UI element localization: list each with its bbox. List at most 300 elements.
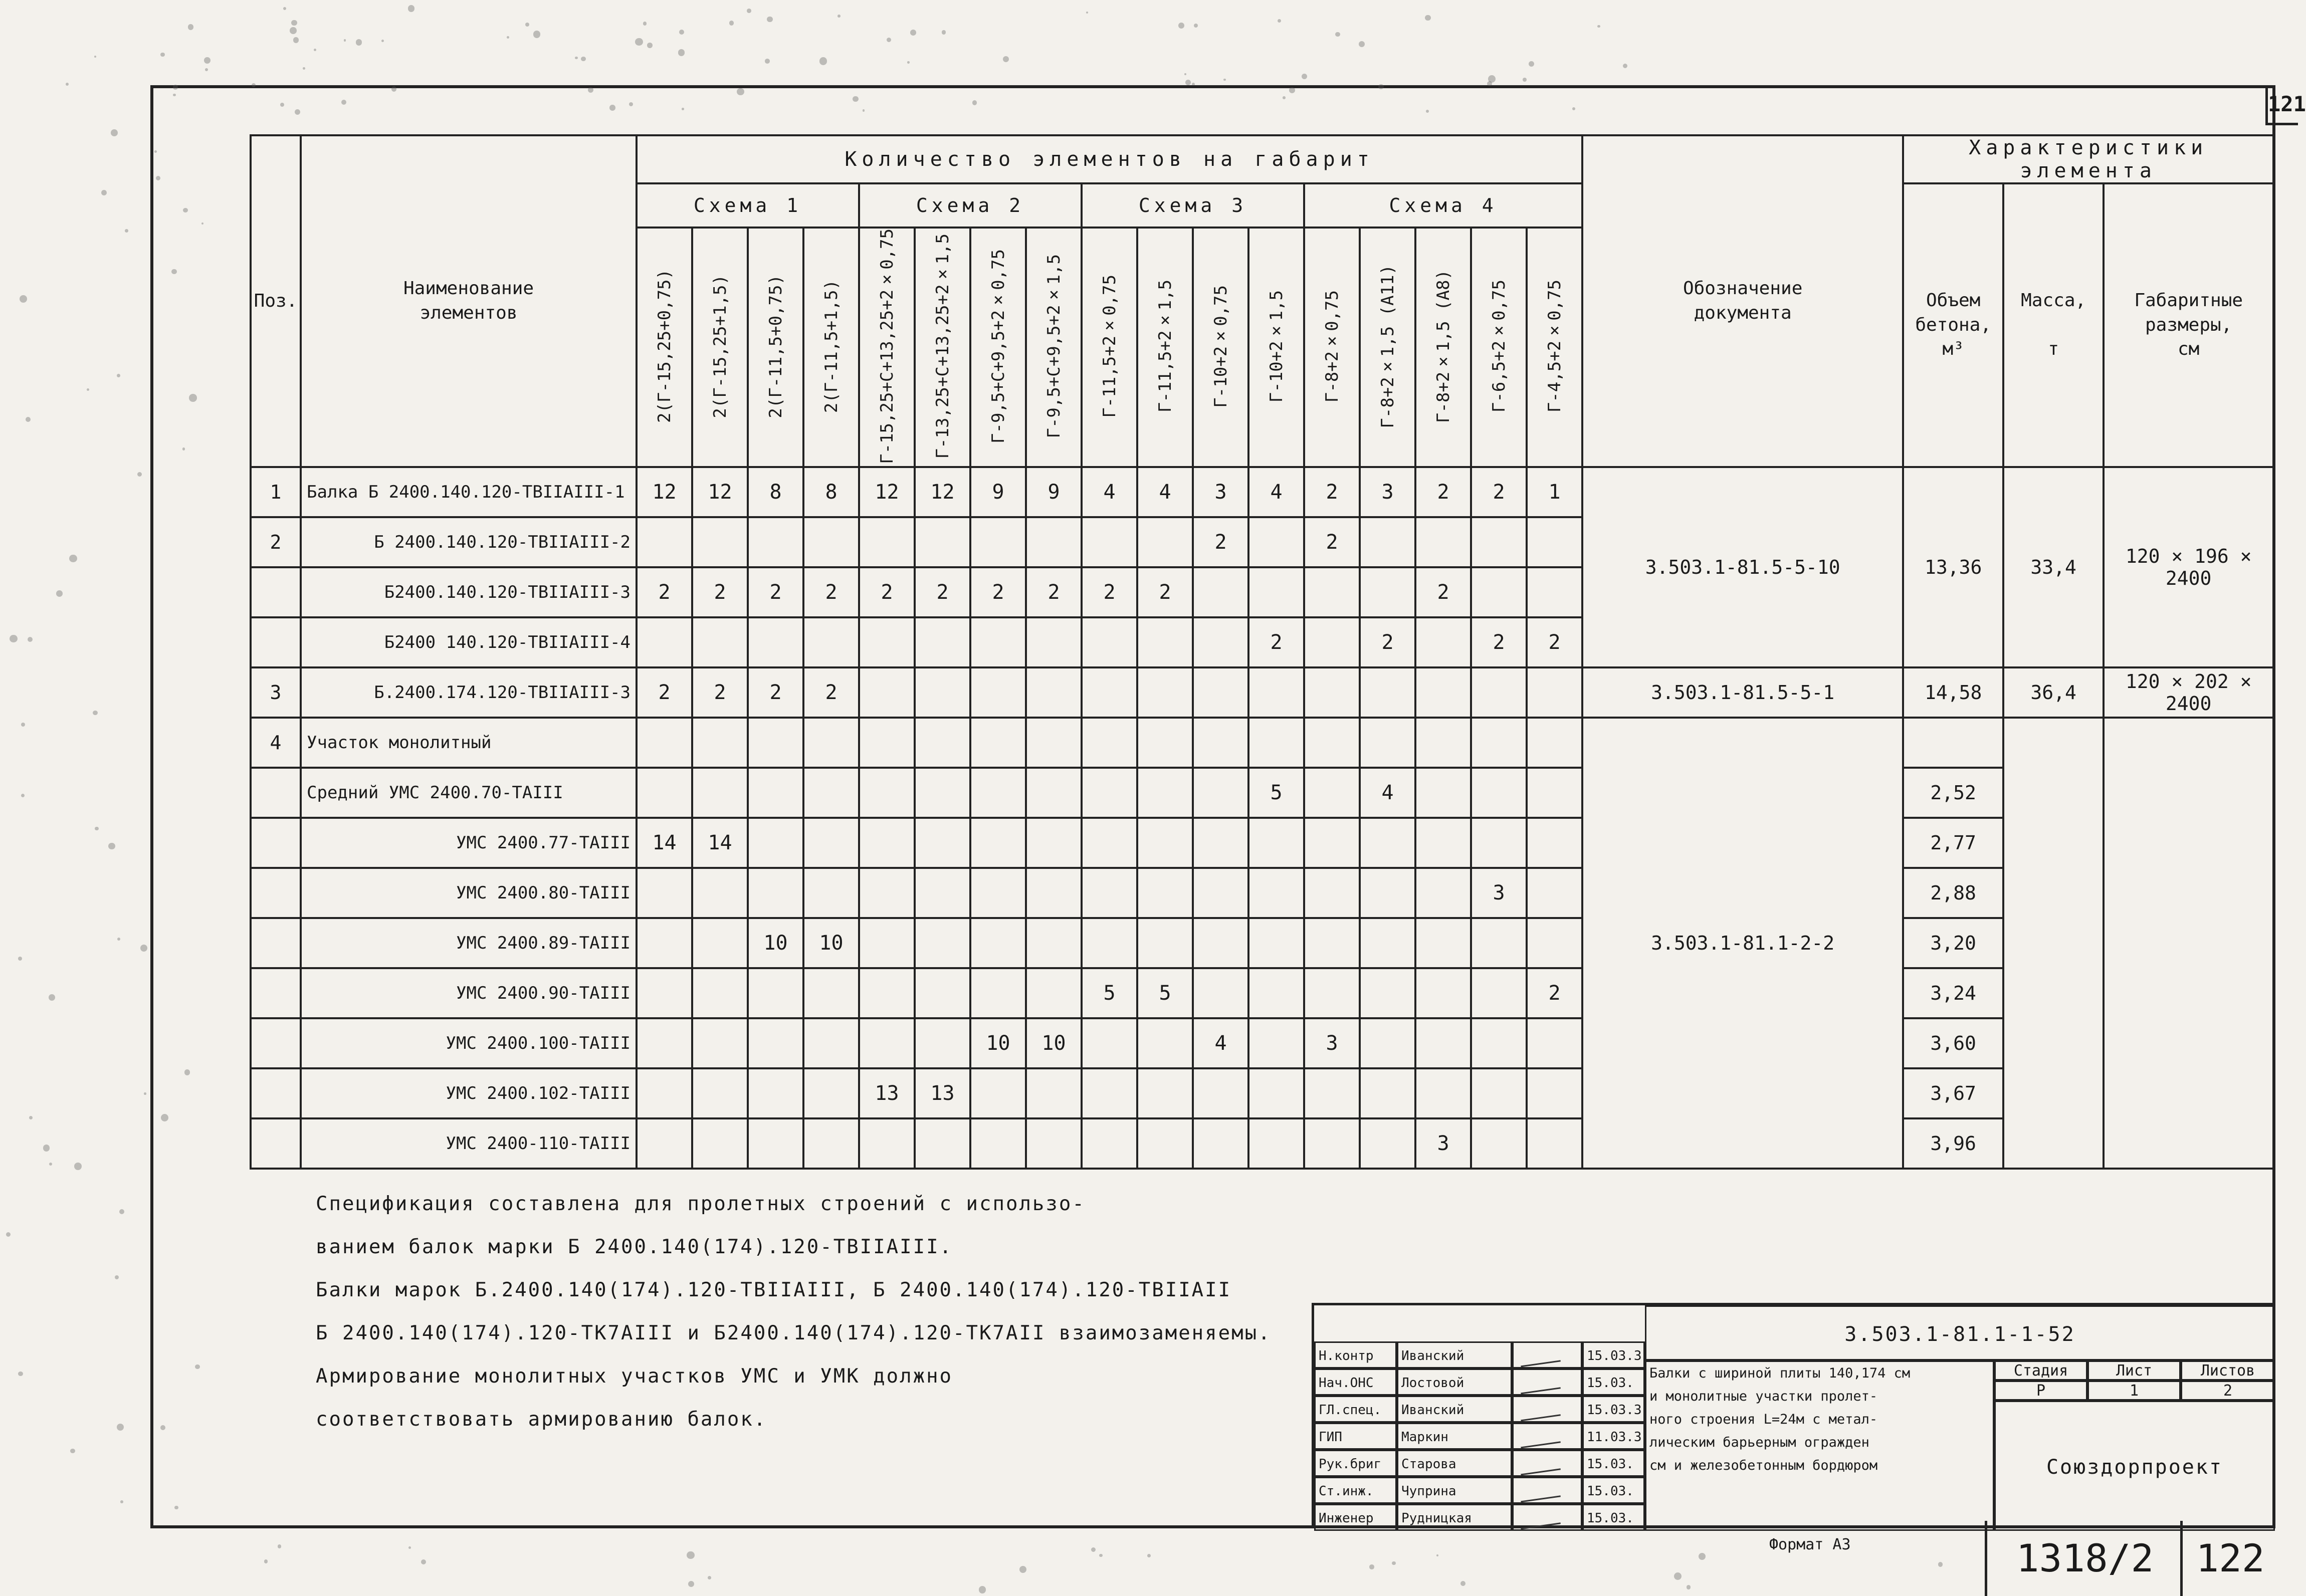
drawing-number-block bbox=[1985, 1521, 2275, 1596]
quantity-cell bbox=[1026, 868, 1082, 918]
quantity-cell bbox=[970, 1118, 1026, 1169]
noise-speck bbox=[291, 20, 297, 26]
noise-speck bbox=[28, 637, 33, 642]
title-sheet: 1 bbox=[2087, 1381, 2181, 1401]
notes bbox=[316, 1183, 1293, 1441]
noise-speck bbox=[70, 1449, 75, 1453]
quantity-cell bbox=[859, 918, 915, 968]
quantity-cell: 2 bbox=[1527, 968, 1582, 1018]
signer-name: Старова bbox=[1397, 1450, 1512, 1477]
header-scheme-4: Схема 4 bbox=[1304, 183, 1582, 227]
title-sheet-label: Лист bbox=[2087, 1360, 2181, 1381]
quantity-cell bbox=[803, 1068, 859, 1118]
quantity-cell bbox=[1248, 868, 1304, 918]
quantity-cell: 3 bbox=[1471, 868, 1527, 918]
noise-speck bbox=[18, 1372, 23, 1376]
quantity-cell bbox=[1471, 1018, 1527, 1068]
noise-speck bbox=[1184, 73, 1187, 76]
quantity-cell bbox=[1026, 1068, 1082, 1118]
noise-speck bbox=[679, 30, 684, 35]
quantity-cell bbox=[1248, 667, 1304, 718]
quantity-cell: 4 bbox=[1137, 467, 1193, 517]
noise-speck bbox=[20, 295, 27, 303]
noise-speck bbox=[49, 994, 55, 1001]
quantity-cell: 4 bbox=[1082, 467, 1137, 517]
quantity-cell bbox=[859, 1118, 915, 1169]
quantity-cell: 2 bbox=[859, 567, 915, 617]
note-line: соответствовать армированию балок. bbox=[316, 1408, 767, 1431]
quantity-cell bbox=[1193, 1118, 1248, 1169]
header-gabarit: 2(Г-15,25+1,5) bbox=[692, 227, 748, 467]
noise-speck bbox=[408, 5, 414, 12]
noise-speck bbox=[120, 1500, 123, 1503]
quantity-cell bbox=[748, 517, 803, 567]
noise-speck bbox=[1425, 15, 1431, 21]
quantity-cell bbox=[637, 1068, 692, 1118]
quantity-cell: 2 bbox=[1137, 567, 1193, 617]
quantity-cell bbox=[692, 718, 748, 768]
quantity-cell: 2 bbox=[803, 567, 859, 617]
quantity-cell: 2 bbox=[1304, 517, 1360, 567]
noise-speck bbox=[525, 23, 529, 27]
header-gabarit: Г-8+2×0,75 bbox=[1304, 227, 1360, 467]
quantity-cell bbox=[748, 1068, 803, 1118]
sign-date: 15.03. bbox=[1582, 1504, 1645, 1531]
quantity-cell bbox=[1137, 918, 1193, 968]
quantity-cell bbox=[1527, 1018, 1582, 1068]
noise-speck bbox=[264, 1559, 268, 1563]
quantity-cell bbox=[748, 617, 803, 667]
quantity-cell bbox=[1360, 1118, 1415, 1169]
noise-speck bbox=[1488, 75, 1496, 83]
quantity-cell bbox=[1360, 918, 1415, 968]
noise-speck bbox=[280, 103, 284, 107]
quantity-cell: 2 bbox=[1248, 617, 1304, 667]
quantity-cell bbox=[1415, 1018, 1471, 1068]
signer-role: ГИП bbox=[1314, 1423, 1397, 1450]
header-gabarit: 2(Г-15,25+0,75) bbox=[637, 227, 692, 467]
row-pos bbox=[251, 617, 301, 667]
noise-speck bbox=[278, 1544, 282, 1548]
noise-speck bbox=[125, 229, 128, 233]
drawing-number: 1318/2 bbox=[1985, 1521, 2183, 1596]
quantity-cell bbox=[915, 517, 970, 567]
quantity-cell bbox=[1304, 718, 1360, 768]
signature bbox=[1512, 1341, 1582, 1369]
quantity-cell bbox=[1193, 617, 1248, 667]
row-name: УМС 2400.89-ТАIII bbox=[301, 918, 637, 968]
noise-speck bbox=[643, 22, 647, 25]
quantity-cell bbox=[970, 768, 1026, 818]
quantity-cell: 2 bbox=[1471, 617, 1527, 667]
quantity-cell bbox=[1304, 868, 1360, 918]
quantity-cell bbox=[692, 868, 748, 918]
quantity-cell bbox=[1082, 818, 1137, 868]
row-pos bbox=[251, 968, 301, 1018]
table-row bbox=[251, 768, 2273, 818]
quantity-cell bbox=[1527, 718, 1582, 768]
sign-date: 15.03. bbox=[1582, 1369, 1645, 1396]
quantity-cell bbox=[1026, 718, 1082, 768]
quantity-cell: 2 bbox=[637, 567, 692, 617]
quantity-cell bbox=[1471, 667, 1527, 718]
specification-table bbox=[250, 134, 2274, 1170]
quantity-cell bbox=[637, 768, 692, 818]
row-pos bbox=[251, 567, 301, 617]
quantity-cell bbox=[970, 1068, 1026, 1118]
noise-speck bbox=[188, 24, 194, 30]
quantity-cell bbox=[748, 868, 803, 918]
quantity-cell bbox=[1248, 567, 1304, 617]
quantity-cell bbox=[1304, 1068, 1360, 1118]
quantity-cell bbox=[915, 918, 970, 968]
quantity-cell bbox=[1137, 768, 1193, 818]
noise-speck bbox=[381, 40, 384, 42]
noise-speck bbox=[682, 108, 684, 110]
quantity-cell bbox=[1415, 718, 1471, 768]
signer-name: Иванский bbox=[1397, 1396, 1512, 1423]
quantity-cell bbox=[970, 868, 1026, 918]
noise-speck bbox=[293, 37, 299, 43]
noise-speck bbox=[979, 1586, 986, 1593]
header-gabarit: Г-8+2×1,5 (А11) bbox=[1360, 227, 1415, 467]
noise-speck bbox=[1699, 1553, 1706, 1560]
noise-speck bbox=[111, 129, 118, 136]
noise-speck bbox=[609, 105, 615, 111]
quantity-cell: 2 bbox=[1026, 567, 1082, 617]
volume-cell: 14,58 bbox=[1903, 667, 2003, 718]
quantity-cell bbox=[1026, 517, 1082, 567]
noise-speck bbox=[910, 30, 916, 36]
noise-speck bbox=[160, 53, 165, 57]
noise-speck bbox=[1378, 84, 1384, 90]
volume-cell: 3,24 bbox=[1903, 968, 2003, 1018]
header-scheme-1: Схема 1 bbox=[637, 183, 859, 227]
quantity-cell bbox=[1304, 1118, 1360, 1169]
document-code: 3.503.1-81.1-2-2 bbox=[1582, 718, 1903, 1169]
header-dimensions: Габаритные размеры, см bbox=[2104, 183, 2273, 467]
quantity-cell: 9 bbox=[970, 467, 1026, 517]
quantity-cell: 10 bbox=[970, 1018, 1026, 1068]
header-name: Наименование элементов bbox=[301, 135, 637, 467]
quantity-cell bbox=[1304, 918, 1360, 968]
sign-date: 15.03.3 bbox=[1582, 1396, 1645, 1423]
noise-speck bbox=[1019, 1566, 1026, 1573]
quantity-cell bbox=[1527, 768, 1582, 818]
quantity-cell bbox=[1193, 718, 1248, 768]
quantity-cell bbox=[692, 617, 748, 667]
noise-speck bbox=[173, 85, 178, 90]
header-quantity-group: Количество элементов на габарит bbox=[637, 135, 1582, 183]
quantity-cell: 14 bbox=[692, 818, 748, 868]
noise-speck bbox=[94, 56, 96, 58]
noise-speck bbox=[1436, 1554, 1438, 1556]
signature bbox=[1512, 1477, 1582, 1504]
volume-cell: 2,88 bbox=[1903, 868, 2003, 918]
noise-speck bbox=[507, 36, 509, 39]
noise-speck bbox=[708, 1576, 711, 1579]
quantity-cell bbox=[1193, 667, 1248, 718]
noise-speck bbox=[1523, 78, 1527, 82]
quantity-cell: 3 bbox=[1193, 467, 1248, 517]
quantity-cell bbox=[915, 968, 970, 1018]
header-gabarit: Г-6,5+2×0,75 bbox=[1471, 227, 1527, 467]
noise-speck bbox=[49, 1163, 52, 1166]
quantity-cell bbox=[915, 667, 970, 718]
noise-speck bbox=[688, 1581, 694, 1587]
quantity-cell bbox=[970, 617, 1026, 667]
noise-speck bbox=[183, 208, 187, 212]
quantity-cell bbox=[1026, 1118, 1082, 1169]
title-sheets: 2 bbox=[2181, 1381, 2275, 1401]
quantity-cell bbox=[1527, 517, 1582, 567]
quantity-cell bbox=[1360, 1018, 1415, 1068]
signer-name: Чуприна bbox=[1397, 1477, 1512, 1504]
quantity-cell: 2 bbox=[970, 567, 1026, 617]
quantity-cell bbox=[1026, 818, 1082, 868]
signer-role: ГЛ.спец. bbox=[1314, 1396, 1397, 1423]
noise-speck bbox=[765, 59, 770, 64]
noise-speck bbox=[117, 938, 120, 941]
quantity-cell: 2 bbox=[915, 567, 970, 617]
quantity-cell bbox=[1415, 868, 1471, 918]
quantity-cell bbox=[970, 718, 1026, 768]
row-pos bbox=[251, 918, 301, 968]
quantity-cell bbox=[692, 1018, 748, 1068]
quantity-cell bbox=[1193, 1068, 1248, 1118]
volume-cell bbox=[1903, 718, 2003, 768]
quantity-cell bbox=[1248, 918, 1304, 968]
quantity-cell bbox=[915, 768, 970, 818]
quantity-cell bbox=[637, 918, 692, 968]
quantity-cell bbox=[1360, 968, 1415, 1018]
table-row bbox=[251, 1118, 2273, 1169]
quantity-cell bbox=[1082, 768, 1137, 818]
quantity-cell bbox=[1471, 768, 1527, 818]
quantity-cell: 2 bbox=[1415, 567, 1471, 617]
noise-speck bbox=[972, 100, 977, 105]
quantity-cell bbox=[1471, 567, 1527, 617]
quantity-cell bbox=[803, 718, 859, 768]
quantity-cell bbox=[915, 868, 970, 918]
quantity-cell bbox=[1082, 517, 1137, 567]
quantity-cell bbox=[692, 968, 748, 1018]
noise-speck bbox=[1460, 1581, 1466, 1586]
quantity-cell bbox=[803, 818, 859, 868]
quantity-cell: 2 bbox=[1304, 467, 1360, 517]
noise-speck bbox=[43, 1145, 50, 1151]
noise-speck bbox=[819, 57, 827, 65]
noise-speck bbox=[837, 15, 841, 18]
quantity-cell bbox=[1193, 868, 1248, 918]
quantity-cell bbox=[915, 1118, 970, 1169]
table-row bbox=[251, 467, 2273, 517]
quantity-cell bbox=[1082, 667, 1137, 718]
noise-speck bbox=[1938, 1562, 1943, 1567]
quantity-cell bbox=[970, 517, 1026, 567]
quantity-cell bbox=[970, 667, 1026, 718]
quantity-cell bbox=[915, 1018, 970, 1068]
quantity-cell bbox=[1527, 1118, 1582, 1169]
quantity-cell: 12 bbox=[859, 467, 915, 517]
quantity-cell bbox=[803, 768, 859, 818]
quantity-cell bbox=[1248, 517, 1304, 567]
quantity-cell bbox=[1527, 667, 1582, 718]
quantity-cell bbox=[1248, 818, 1304, 868]
noise-speck bbox=[1223, 79, 1225, 81]
noise-speck bbox=[18, 957, 22, 961]
table-row bbox=[251, 1068, 2273, 1118]
quantity-cell bbox=[1137, 1018, 1193, 1068]
quantity-cell bbox=[1193, 818, 1248, 868]
noise-speck bbox=[1674, 1572, 1682, 1580]
noise-speck bbox=[747, 9, 751, 13]
dimensions-cell: 120 × 196 × 2400 bbox=[2104, 467, 2273, 667]
mass-cell bbox=[2003, 718, 2104, 1169]
signature bbox=[1512, 1450, 1582, 1477]
noise-speck bbox=[174, 1506, 178, 1509]
quantity-cell bbox=[859, 818, 915, 868]
noise-speck bbox=[252, 83, 256, 87]
row-pos bbox=[251, 768, 301, 818]
quantity-cell bbox=[1082, 718, 1137, 768]
noise-speck bbox=[647, 43, 653, 48]
volume-cell: 3,67 bbox=[1903, 1068, 2003, 1118]
noise-speck bbox=[853, 96, 858, 102]
quantity-cell bbox=[1137, 868, 1193, 918]
quantity-cell bbox=[1527, 918, 1582, 968]
quantity-cell: 13 bbox=[859, 1068, 915, 1118]
quantity-cell bbox=[1026, 617, 1082, 667]
quantity-cell bbox=[1471, 918, 1527, 968]
quantity-cell bbox=[1082, 868, 1137, 918]
row-name: Участок монолитный bbox=[301, 718, 637, 768]
noise-speck bbox=[184, 1069, 190, 1075]
quantity-cell: 2 bbox=[803, 667, 859, 718]
title-doc-code: 3.503.1-81.1-1-52 bbox=[1645, 1305, 2275, 1360]
quantity-cell bbox=[692, 918, 748, 968]
row-pos bbox=[251, 1018, 301, 1068]
quantity-cell bbox=[748, 1118, 803, 1169]
quantity-cell: 12 bbox=[637, 467, 692, 517]
quantity-cell: 2 bbox=[1527, 617, 1582, 667]
noise-speck bbox=[1426, 110, 1429, 113]
quantity-cell bbox=[915, 818, 970, 868]
quantity-cell bbox=[637, 718, 692, 768]
quantity-cell bbox=[1360, 718, 1415, 768]
noise-speck bbox=[93, 711, 97, 715]
table-row bbox=[251, 718, 2273, 768]
noise-speck bbox=[1623, 64, 1627, 68]
note-line: Балки марок Б.2400.140(174).120-ТВIIАIII, Б 2400.140(174).120-ТВIIАII bbox=[316, 1279, 1232, 1301]
sign-date: 15.03.3 bbox=[1582, 1341, 1645, 1369]
noise-speck bbox=[1283, 96, 1286, 99]
quantity-cell: 3 bbox=[1415, 1118, 1471, 1169]
signer-role: Нач.ОНС bbox=[1314, 1369, 1397, 1396]
noise-speck bbox=[140, 945, 147, 952]
noise-speck bbox=[195, 1364, 199, 1369]
row-name: УМС 2400.90-ТАIII bbox=[301, 968, 637, 1018]
noise-speck bbox=[101, 190, 107, 195]
quantity-cell bbox=[803, 517, 859, 567]
header-gabarit: 2(Г-11,5+1,5) bbox=[803, 227, 859, 467]
quantity-cell bbox=[1026, 968, 1082, 1018]
noise-speck bbox=[767, 17, 772, 22]
table-row bbox=[251, 868, 2273, 918]
quantity-cell bbox=[1137, 1068, 1193, 1118]
signer-name: Рудницкая bbox=[1397, 1504, 1512, 1531]
noise-speck bbox=[678, 49, 685, 56]
quantity-cell: 14 bbox=[637, 818, 692, 868]
quantity-cell bbox=[1360, 868, 1415, 918]
noise-speck bbox=[95, 827, 99, 831]
table-row bbox=[251, 968, 2273, 1018]
noise-speck bbox=[1178, 23, 1184, 29]
quantity-cell bbox=[1137, 718, 1193, 768]
quantity-cell bbox=[1137, 667, 1193, 718]
noise-speck bbox=[144, 1092, 146, 1094]
title-stage-label: Стадия bbox=[1994, 1360, 2087, 1381]
quantity-cell: 2 bbox=[1082, 567, 1137, 617]
signer-role: Н.контр bbox=[1314, 1341, 1397, 1369]
quantity-cell bbox=[1026, 918, 1082, 968]
quantity-cell bbox=[1415, 818, 1471, 868]
header-gabarit: Г-8+2×1,5 (А8) bbox=[1415, 227, 1471, 467]
noise-speck bbox=[21, 794, 25, 797]
quantity-cell bbox=[748, 718, 803, 768]
noise-speck bbox=[115, 1275, 119, 1279]
noise-speck bbox=[408, 1546, 411, 1549]
noise-speck bbox=[1335, 32, 1340, 37]
noise-speck bbox=[26, 417, 31, 422]
quantity-cell bbox=[1082, 1068, 1137, 1118]
noise-speck bbox=[303, 67, 305, 70]
quantity-cell: 12 bbox=[692, 467, 748, 517]
quantity-cell bbox=[748, 818, 803, 868]
volume-cell: 2,77 bbox=[1903, 818, 2003, 868]
signature bbox=[1512, 1369, 1582, 1396]
quantity-cell bbox=[1304, 968, 1360, 1018]
noise-speck bbox=[942, 30, 946, 35]
sign-date: 11.03.3 bbox=[1582, 1423, 1645, 1450]
quantity-cell bbox=[1193, 567, 1248, 617]
quantity-cell bbox=[1471, 818, 1527, 868]
signer-name: Иванский bbox=[1397, 1341, 1512, 1369]
header-pos: Поз. bbox=[251, 135, 301, 467]
quantity-cell bbox=[803, 617, 859, 667]
corner-sheet-number: 121 bbox=[2265, 85, 2298, 125]
quantity-cell bbox=[1304, 667, 1360, 718]
title-sheets-label: Листов bbox=[2181, 1360, 2275, 1381]
noise-speck bbox=[687, 1551, 695, 1559]
volume-cell: 2,52 bbox=[1903, 768, 2003, 818]
quantity-cell: 1 bbox=[1527, 467, 1582, 517]
row-pos: 1 bbox=[251, 467, 301, 517]
quantity-cell bbox=[859, 1018, 915, 1068]
dimensions-cell bbox=[2104, 718, 2273, 1169]
noise-speck bbox=[87, 388, 89, 391]
quantity-cell bbox=[692, 768, 748, 818]
header-scheme-2: Схема 2 bbox=[859, 183, 1082, 227]
note-line: ванием балок марки Б 2400.140(174).120-ТВIIАIII. bbox=[316, 1236, 953, 1258]
noise-speck bbox=[887, 38, 892, 43]
quantity-cell bbox=[859, 768, 915, 818]
quantity-cell bbox=[692, 1118, 748, 1169]
quantity-cell bbox=[1248, 718, 1304, 768]
quantity-cell bbox=[970, 968, 1026, 1018]
row-name: Б2400 140.120-ТВIIАIII-4 bbox=[301, 617, 637, 667]
noise-speck bbox=[575, 57, 578, 60]
